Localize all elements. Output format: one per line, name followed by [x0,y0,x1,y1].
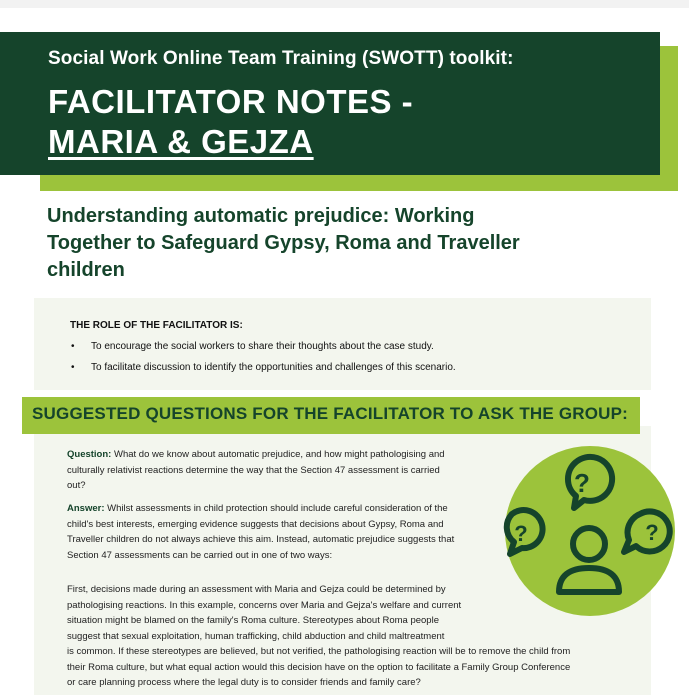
heading-line2: Together to Safeguard Gypsy, Roma and Traveller [47,232,520,254]
page-title-line1: FACILITATOR NOTES - [48,83,414,120]
question-mark-icon: ? [574,468,590,498]
heading-line3: children [47,259,125,281]
bullet-dot: • [71,341,75,352]
bullet-dot: • [71,362,75,373]
answer-text: Traveller children do not always achieve this aim. Instead, automatic prejudice suggests that [67,534,455,545]
paragraph-line: suggest that sexual exploitation, human trafficking, child abduction and child maltreatment [67,630,445,642]
toolkit-subtitle: Social Work Online Team Training (SWOTT) toolkit: [48,48,514,69]
paragraph-line: First, decisions made during an assessment with Maria and Gejza could be determined by [67,584,446,595]
paragraph-line: pathologising reactions. In this example, concerns over Maria and Gejza's welfare and current [67,599,462,611]
question-block [67,447,507,494]
answer-text: Section 47 assessments can be carried out in one of two ways: [67,549,333,561]
paragraph-line: situation might be blamed on the family's Roma culture. Stereotypes about Roma people [67,615,439,626]
answer-text: Whilst assessments in child protection should include careful consideration of the [107,503,448,514]
answer-label: Answer: [67,503,105,514]
top-edge [0,0,689,8]
heading-line1: Understanding automatic prejudice: Working [47,205,475,227]
role-bullet-text: To facilitate discussion to identify the opportunities and challenges of this scenario. [91,362,456,373]
paragraph-line: their Roma culture, but what equal action would this decision have on the option to facilitate a Family Group Conference [67,661,571,673]
questions-band-label: SUGGESTED QUESTIONS FOR THE FACILITATOR TO ASK THE GROUP: [32,404,629,423]
paragraph-line: or care planning process where the legal duty is to consider friends and family care? [67,677,421,688]
section-heading [47,203,647,284]
question-text: culturally relativist reactions determine the way that the Section 47 assessment is carried [67,464,440,476]
page-title-line2: MARIA & GEJZA [48,123,314,160]
role-title: THE ROLE OF THE FACILITATOR IS: [70,320,243,331]
paragraph-line: is common. If these stereotypes are believed, but not verified, the pathologising reaction will be to remove the child from [67,646,571,657]
role-bullet [71,341,434,352]
person-body-icon [559,568,619,592]
page-title [48,82,413,162]
question-label: Question: [67,449,112,460]
question-text: out? [67,480,86,491]
role-bullet [71,362,456,373]
answer-text: child's best interests, emerging evidence suggests that decisions about Gypsy, Roma and [67,518,444,530]
person-head-icon [573,528,605,560]
answer-block [67,501,507,563]
question-mark-icon: ? [514,521,528,546]
role-bullet-text: To encourage the social workers to share their thoughts about the case study. [91,341,434,352]
question-mark-icon: ? [645,520,659,545]
person-questions-icon [490,440,689,610]
question-text: What do we know about automatic prejudice, and how might pathologising and [113,449,445,460]
